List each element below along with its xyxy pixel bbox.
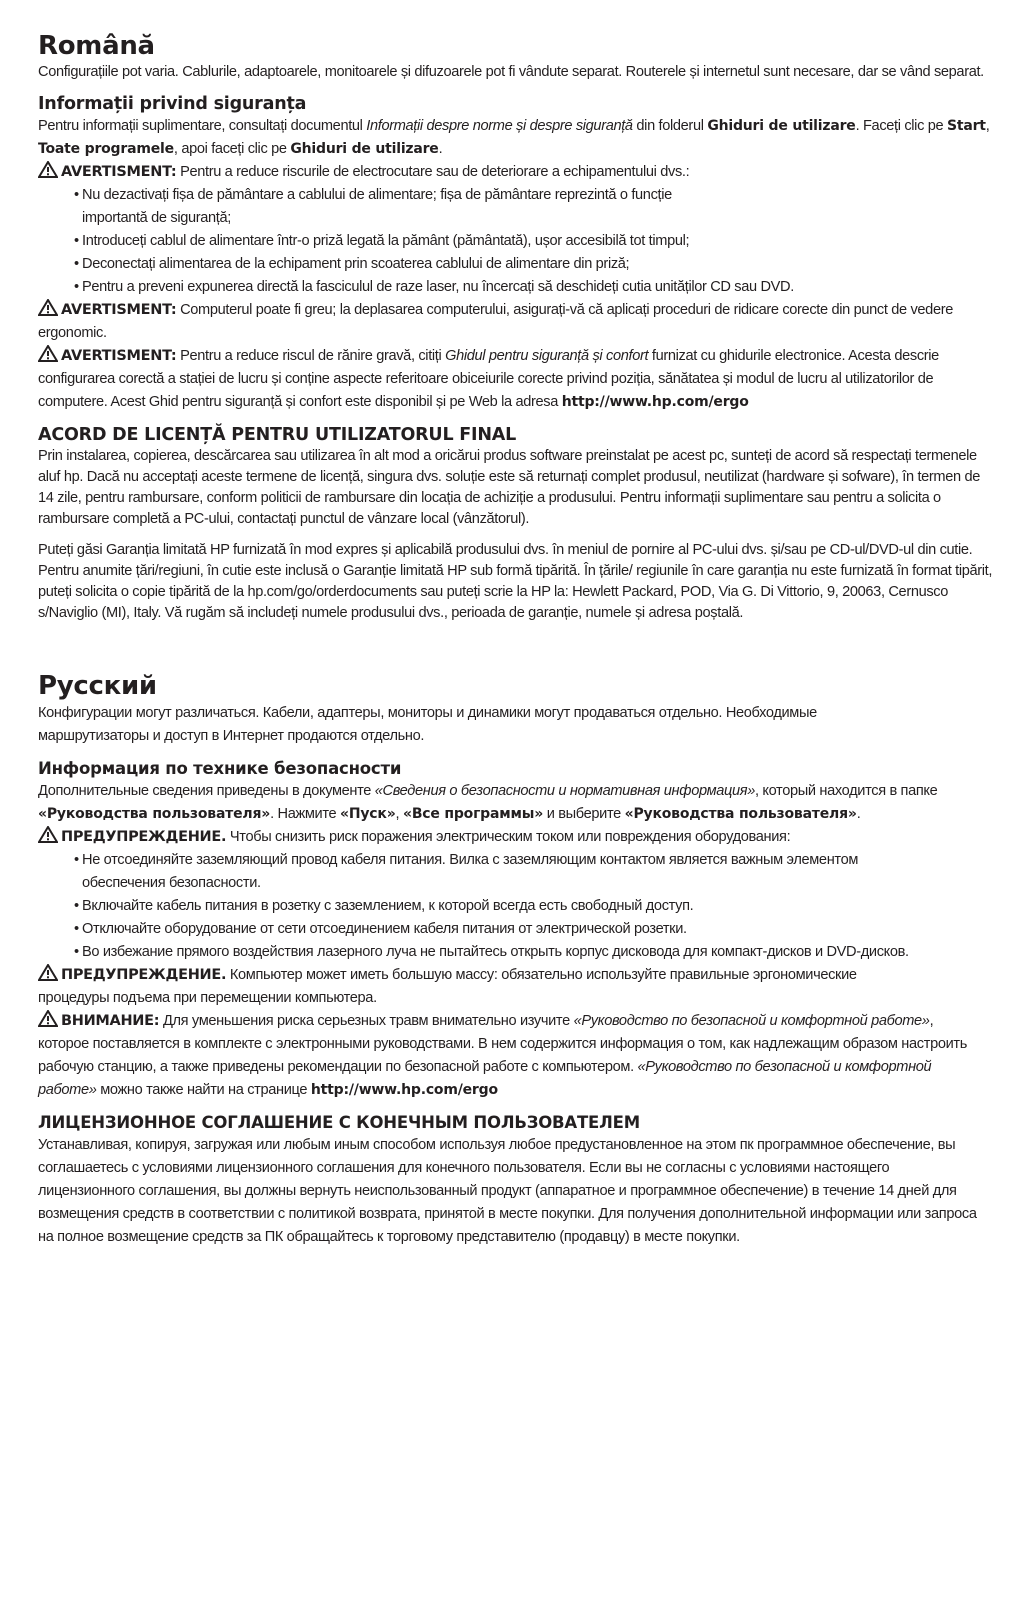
warning-label: AVERTISMENT: [61, 302, 177, 318]
section-romana [38, 30, 998, 624]
russian-warning-1 [38, 826, 998, 849]
romana-license-p2: Puteți găsi Garanția limitată HP furnizată în mod expres și aplicabilă produsului dvs. în meniul de pornire al PC-ului dvs. și/sau pe CD-ul/DVD-ul din cutie. Pentru anumite țări/regiuni, în cutie este inclusă o Garanție limitată HP sub formă tipărită. În țările/ regiunile în care garanția nu este furnizată în format tipărit, puteți solicita o copie tipărită de la hp.com/go/orderdocuments sau puteți scrie la HP la: Hewlett Packard, POD, Via G. Di Vittorio, 9, 20063, Cernusco s/Naviglio (MI), Italy. Vă rugăm să includeți numele produsului dvs., perioada de garanție, numele și adresa poștală. [38, 542, 993, 621]
warning-text: Pentru a reduce riscurile de electrocutare sau de deteriorare a echipamentului dvs.: [176, 164, 690, 180]
romana-safety-heading: Informații privind siguranța [38, 94, 307, 114]
warning-text: Компьютер может иметь большую массу: обязательно используйте правильные эргономические процедуры подъема при перемещении компьютера. [38, 967, 857, 1006]
warning-label: AVERTISMENT: [61, 164, 177, 180]
warning-triangle-icon [38, 826, 58, 843]
menu-user-guides: Ghiduri de utilizare [290, 141, 439, 157]
menu-all-programs: Toate programele [38, 141, 174, 157]
warning-text: furnizat cu ghidurile electronice. Acesta descrie configurarea corectă a stației de lucru și conține aspecte referitoare obiceiurile corecte privind poziția, sănătatea și modul de lucru al utilizatorilor de computere. Acest Ghid pentru siguranță și confort este disponibil și pe Web la adresa [38, 348, 939, 410]
text: . Faceți clic pe [855, 118, 947, 134]
warning-text: Для уменьшения риска серьезных травм внимательно изучите [159, 1013, 574, 1029]
warning-triangle-icon [38, 1010, 58, 1027]
folder-name: Ghiduri de utilizare [707, 118, 856, 134]
warning-label: ПРЕДУПРЕЖДЕНИЕ. [61, 967, 227, 983]
warning-label: ВНИМАНИЕ: [61, 1013, 160, 1029]
russian-warning-list [38, 849, 998, 964]
romana-license-p1: Prin instalarea, copierea, descărcarea sau utilizarea în alt mod a oricărui produs software preinstalat pe acest pc, sunteți de acord să respectați termenele aluf hp. Dacă nu acceptați aceste termene de licență, singura dvs. soluție este să returnați complet produsul, neutilizat (hardware și sofware), în termen de 14 zile, pentru rambursare, conform politicii de rambursare din locația de achiziție a produsului. Pentru informații suplimentare sau pentru a solicita o rambursare completă a PC-ului, contactați punctul de vânzare local (vânzătorul). [38, 448, 981, 527]
guide-title: Ghidul pentru siguranță și confort [445, 348, 649, 364]
romana-intro: Configurațiile pot varia. Cablurile, adaptoarele, monitoarele și difuzoarele pot fi vândute separat. Routerele și internetul sunt necesare, dar se vând separat. [38, 64, 984, 80]
ergo-link[interactable]: http://www.hp.com/ergo [561, 394, 749, 410]
warning-triangle-icon [38, 161, 58, 178]
language-title-russian: Русский [38, 671, 157, 701]
text: , apoi faceți clic pe [173, 141, 291, 157]
romana-license-heading: ACORD DE LICENȚĂ PENTRU UTILIZATORUL FINAL [38, 425, 517, 445]
text: , [395, 806, 403, 822]
guide-title: «Руководство по безопасной и комфортной работе» [38, 1059, 932, 1098]
folder-name: «Руководства пользователя» [38, 806, 271, 822]
list-item: • Deconectați alimentarea de la echipament prin scoaterea cablului de alimentare din priză; [74, 253, 998, 276]
romana-warning-1 [38, 161, 998, 184]
warning-triangle-icon [38, 964, 58, 981]
text: и выберите [543, 806, 625, 822]
warning-triangle-icon [38, 299, 58, 316]
russian-warning-3 [38, 1010, 998, 1102]
russian-license-p1: Устанавливая, копируя, загружая или любым иным способом используя любое предустановленное на этом пк программное обеспечение, вы соглашаетесь с условиями лицензионного соглашения для конечного пользователя. Если вы не согласны с условиями настоящего лицензионного соглашения, вы должны вернуть неиспользованный продукт (аппаратное и программное обеспечение) в течение 14 дней для возмещения средств в соответствии с политикой возврата, принятой в месте покупки. Для получения дополнительной информации или запроса на полное возмещение средств за ПК обращайтесь к торговому представителю (продавцу) в месте покупки. [38, 1137, 977, 1245]
warning-text: , которое поставляется в комплекте с электронными руководствами. В нем содержится информация о том, как надлежащим образом настроить рабочую станцию, а также приведены рекомендации по безопасной работе с компьютером. [38, 1013, 967, 1075]
list-item: • Nu dezactivați fișa de pământare a cablului de alimentare; fișa de pământare reprezintă o funcție importantă de siguranță; [74, 184, 998, 230]
romana-warning-list [38, 184, 998, 299]
menu-start: «Пуск» [340, 806, 396, 822]
ergo-link[interactable]: http://www.hp.com/ergo [310, 1082, 498, 1098]
doc-title: Informații despre norme și despre siguranță [366, 118, 633, 134]
doc-title: «Сведения о безопасности и нормативная информация» [374, 783, 755, 799]
romana-warning-2 [38, 299, 998, 345]
warning-text: можно также найти на странице [96, 1082, 311, 1098]
warning-triangle-icon [38, 345, 58, 362]
text: , [985, 118, 990, 134]
romana-safety-info [38, 115, 998, 161]
list-item: • Включайте кабель питания в розетку с заземлением, к которой всегда есть свободный доступ. [74, 895, 998, 918]
list-item: • Introduceți cablul de alimentare într-o priză legată la pământ (pământată), ușor accesibilă tot timpul; [74, 230, 998, 253]
section-russian [38, 670, 998, 1249]
text: . Нажмите [270, 806, 340, 822]
menu-start: Start [946, 118, 986, 134]
list-item: • Отключайте оборудование от сети отсоединением кабеля питания от электрической розетки. [74, 918, 998, 941]
warning-label: AVERTISMENT: [61, 348, 177, 364]
russian-safety-info [38, 780, 998, 826]
text: , который находится в папке [755, 783, 938, 799]
text: . [856, 806, 861, 822]
russian-intro: Конфигурации могут различаться. Кабели, адаптеры, мониторы и динамики могут продаваться отдельно. Необходимые маршрутизаторы и доступ в Интернет продаются отдельно. [38, 705, 817, 744]
warning-text: Computerul poate fi greu; la deplasarea computerului, asigurați-vă că aplicați proceduri de ridicare corecte din punct de vedere ergonomic. [38, 302, 953, 341]
romana-warning-3 [38, 345, 998, 414]
text: Дополнительные сведения приведены в документе [38, 783, 375, 799]
menu-user-guides: «Руководства пользователя» [624, 806, 857, 822]
language-title-romana: Română [38, 31, 155, 61]
warning-label: ПРЕДУПРЕЖДЕНИЕ. [61, 829, 227, 845]
russian-warning-2 [38, 964, 998, 1010]
menu-all-programs: «Все программы» [402, 806, 544, 822]
guide-title: «Руководство по безопасной и комфортной работе» [573, 1013, 930, 1029]
russian-safety-heading: Информация по технике безопасности [38, 759, 402, 778]
text: Pentru informații suplimentare, consultați documentul [38, 118, 367, 134]
list-item: • Не отсоединяйте заземляющий провод кабеля питания. Вилка с заземляющим контактом является важным элементом обеспечения безопасности. [74, 849, 998, 895]
warning-text: Pentru a reduce riscul de rănire gravă, citiți [176, 348, 446, 364]
text: din folderul [632, 118, 708, 134]
list-item: • Pentru a preveni expunerea directă la fasciculul de raze laser, nu încercați să deschideți cutia unităților CD sau DVD. [74, 276, 998, 299]
warning-text: Чтобы снизить риск поражения электрическим током или повреждения оборудования: [226, 829, 791, 845]
text: . [438, 141, 443, 157]
list-item: • Во избежание прямого воздействия лазерного луча не пытайтесь открыть корпус дисковода для компакт-дисков и DVD-дисков. [74, 941, 998, 964]
russian-license-heading: ЛИЦЕНЗИОННОЕ СОГЛАШЕНИЕ С КОНЕЧНЫМ ПОЛЬЗОВАТЕЛЕМ [38, 1113, 640, 1132]
